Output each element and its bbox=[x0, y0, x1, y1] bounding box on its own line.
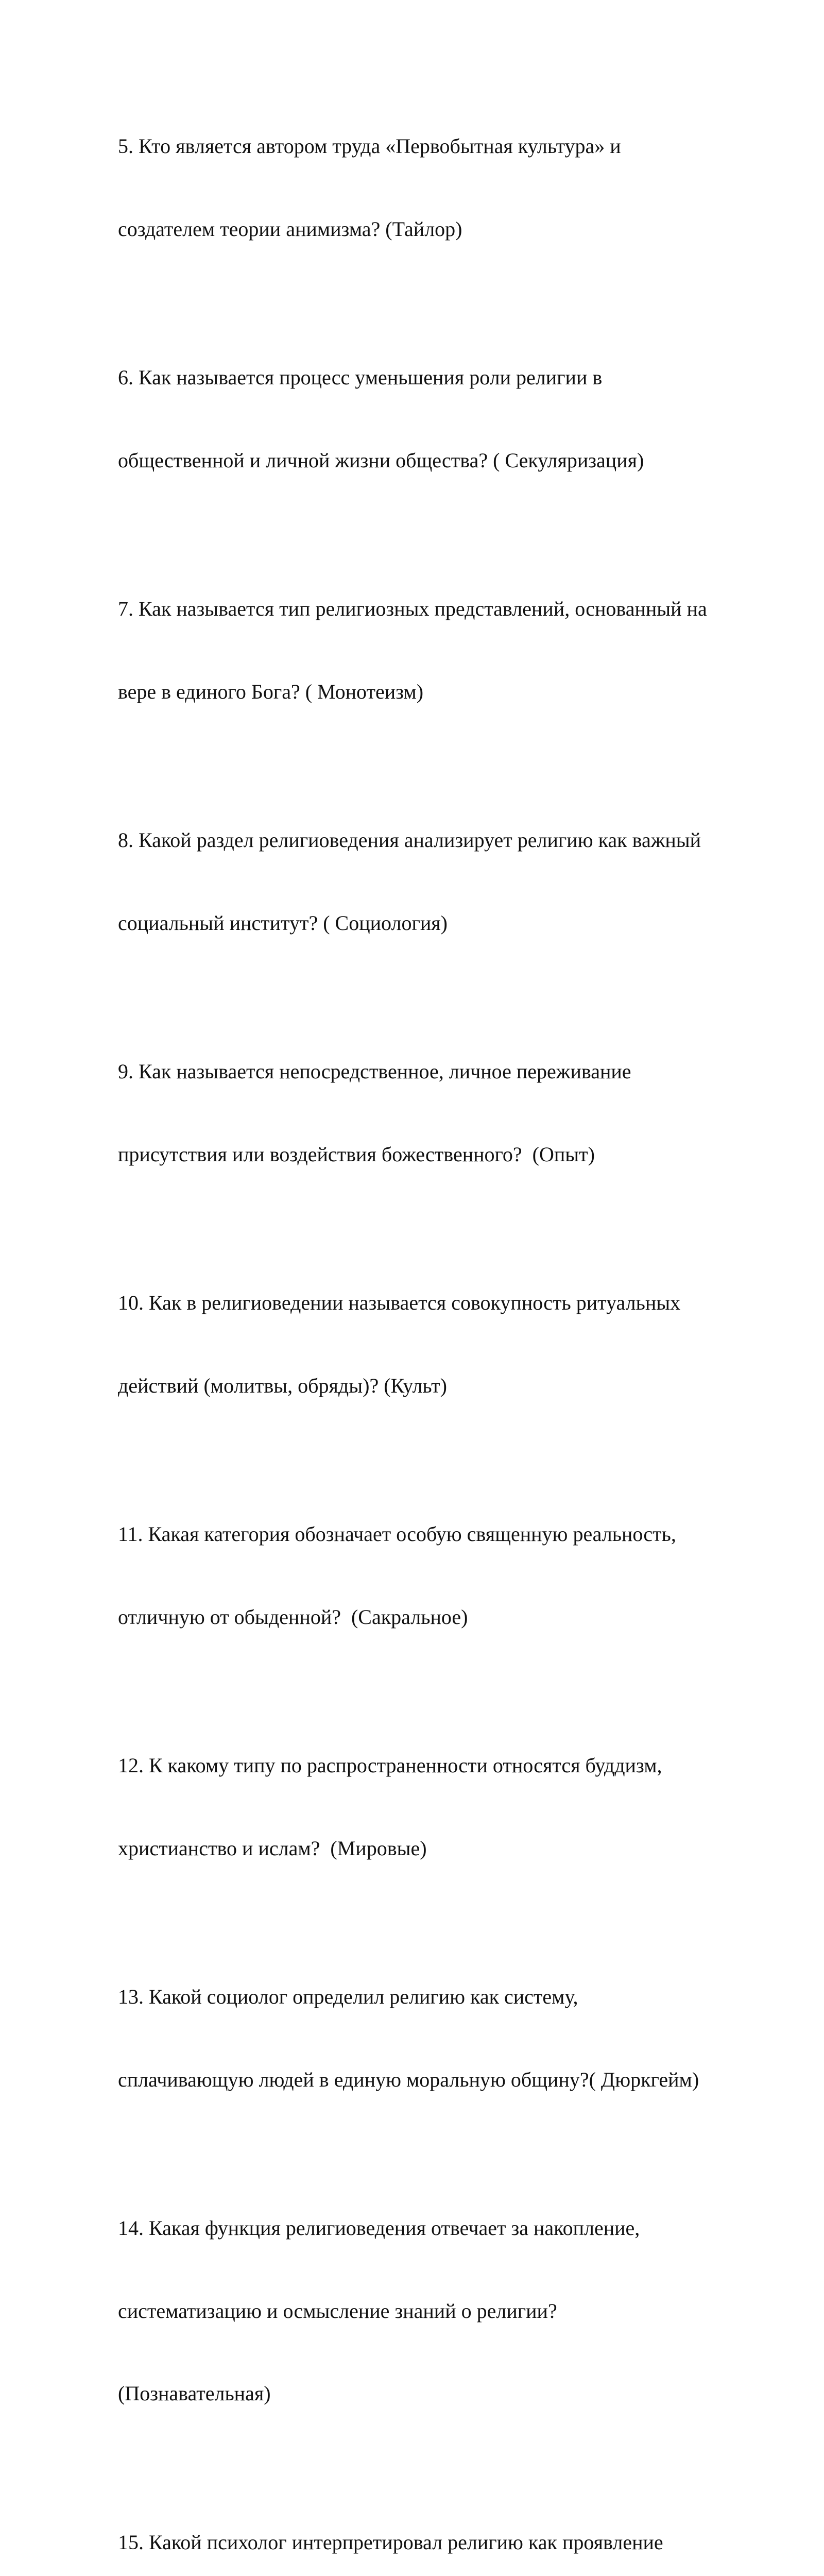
question-line: систематизацию и осмысление знаний о религии? bbox=[118, 2297, 787, 2325]
question-line: 10. Как в религиоведении называется совокупность ритуальных bbox=[118, 1289, 787, 1317]
question-line: 5. Кто является автором труда «Первобытная культура» и bbox=[118, 132, 787, 160]
question-item-11 bbox=[118, 1465, 787, 1686]
question-line: 15. Какой психолог интерпретировал религию как проявление bbox=[118, 2529, 787, 2556]
question-item-8 bbox=[118, 771, 787, 992]
question-item-7 bbox=[118, 540, 787, 760]
question-item-15 bbox=[118, 2473, 787, 2576]
question-item-6 bbox=[118, 309, 787, 529]
question-line: 14. Какая функция религиоведения отвечает за накопление, bbox=[118, 2214, 787, 2242]
question-item-9 bbox=[118, 1003, 787, 1223]
question-line: присутствия или воздействия божественного? (Опыт) bbox=[118, 1141, 787, 1168]
question-line: общественной и личной жизни общества? ( Секуляризация) bbox=[118, 447, 787, 474]
question-line: социальный институт? ( Социология) bbox=[118, 909, 787, 937]
question-line: 7. Как называется тип религиозных представлений, основанный на bbox=[118, 595, 787, 623]
question-line: христианство и ислам? (Мировые) bbox=[118, 1835, 787, 1862]
question-line: сплачивающую людей в единую моральную общину?( Дюркгейм) bbox=[118, 2066, 787, 2094]
question-line: вере в единого Бога? ( Монотеизм) bbox=[118, 678, 787, 706]
question-line: 6. Как называется процесс уменьшения роли религии в bbox=[118, 364, 787, 392]
question-item-10 bbox=[118, 1234, 787, 1454]
question-line: (Познавательная) bbox=[118, 2380, 787, 2408]
question-line: создателем теории анимизма? (Тайлор) bbox=[118, 215, 787, 243]
document-page bbox=[0, 0, 824, 1165]
question-line: 8. Какой раздел религиоведения анализирует религию как важный bbox=[118, 826, 787, 854]
question-line: действий (молитвы, обряды)? (Культ) bbox=[118, 1372, 787, 1400]
question-item-13 bbox=[118, 1928, 787, 2148]
question-line: 9. Как называется непосредственное, личное переживание bbox=[118, 1058, 787, 1086]
question-line: 13. Какой социолог определил религию как систему, bbox=[118, 1983, 787, 2011]
question-item-12 bbox=[118, 1697, 787, 1917]
question-line: 12. К какому типу по распространенности относятся буддизм, bbox=[118, 1752, 787, 1780]
question-list bbox=[118, 77, 787, 2576]
question-line: отличную от обыденной? (Сакральное) bbox=[118, 1603, 787, 1631]
question-item-14 bbox=[118, 2159, 787, 2463]
question-line: 11. Какая категория обозначает особую священную реальность, bbox=[118, 1520, 787, 1548]
question-item-5 bbox=[118, 77, 787, 298]
